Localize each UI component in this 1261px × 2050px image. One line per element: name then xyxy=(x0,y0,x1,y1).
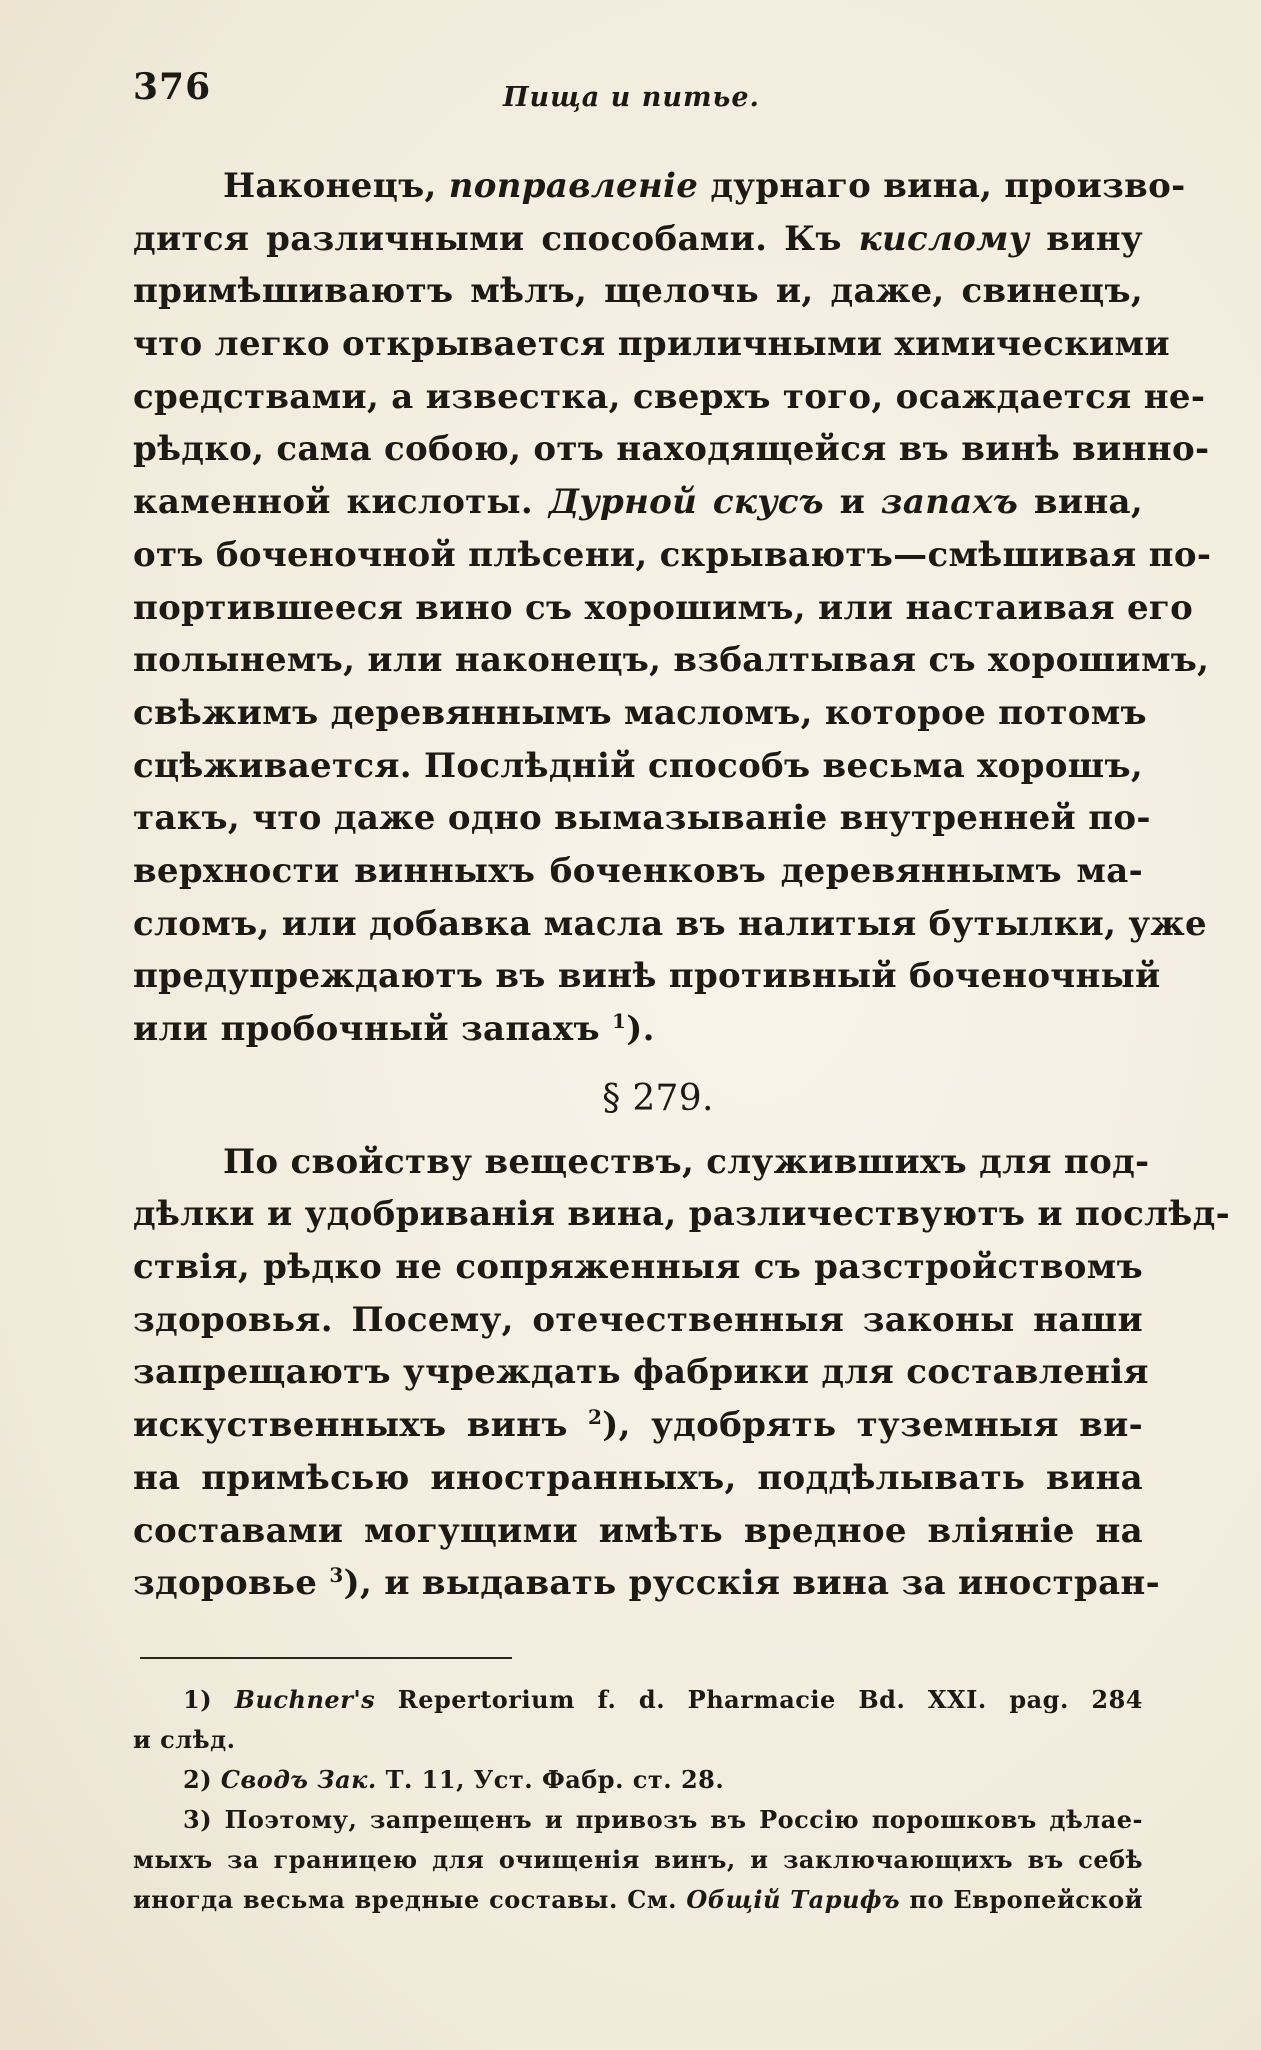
footnote-3: 3) Поэтому, запрещенъ и привозъ въ Россiю порошковъ дѣлае- xyxy=(183,1805,1143,1834)
footnote-ref[interactable]: 3 xyxy=(329,1563,344,1588)
main-text xyxy=(133,160,1231,1610)
emphasis: Дурной скусъ xyxy=(548,482,824,523)
text-line: дится различными способами. Къ кислому вину xyxy=(133,218,1143,259)
footnote-3-cont: мыхъ за границею для очищенiя винъ, и заключающихъ въ себѣ xyxy=(133,1845,1143,1874)
text-line: сцѣживается. Послѣднiй способъ весьма хорошъ, xyxy=(133,745,1144,786)
text-line: на примѣсью иностранныхъ, поддѣлывать вина xyxy=(133,1457,1143,1498)
text-line: примѣшиваютъ мѣлъ, щелочь и, даже, свинецъ, xyxy=(133,271,1143,312)
text-line: здоровье $^3$), и выдавать русскiя вина за иностран- xyxy=(133,1563,1161,1604)
text-line: портившееся вино съ хорошимъ, или настаивая его xyxy=(133,587,1194,628)
text-line: По свойству веществъ, служившихъ для под- xyxy=(223,1141,1150,1182)
text-line: полынемъ, или наконецъ, взбалтывая съ хорошимъ, xyxy=(133,640,1210,681)
footnote-3-cont: иногда весьма вредные составы. См. Общiй Тарифъ по Европейской xyxy=(133,1885,1143,1914)
emphasis: запахъ xyxy=(880,482,1019,523)
text-line: средствами, а известка, сверхъ того, осаждается не- xyxy=(133,376,1206,417)
section-heading: § 279. xyxy=(602,1077,714,1119)
emphasis: поправленiе xyxy=(448,166,699,206)
text-line: верхности винныхъ боченковъ деревяннымъ ма- xyxy=(133,850,1143,891)
text-line: свѣжимъ деревяннымъ масломъ, которое потомъ xyxy=(133,692,1147,733)
footnotes xyxy=(133,1680,1143,1920)
text-line: искуственныхъ винъ $^2$), удобрять туземныя ви- xyxy=(133,1405,1143,1446)
footnote-divider xyxy=(140,1657,512,1659)
text-line: дѣлки и удобриванiя вина, различествуютъ и послѣд- xyxy=(133,1194,1231,1235)
text-line: такъ, что даже одно вымазыванiе внутренней по- xyxy=(133,798,1151,839)
text-line: здоровья. Посему, отечественныя законы наши xyxy=(133,1299,1143,1340)
text-line: Наконецъ, поправленiе дурнаго вина, произво- xyxy=(223,166,1186,206)
text-line: сломъ, или добавка масла въ налитыя бутылки, уже xyxy=(133,903,1207,944)
page-number: 376 xyxy=(133,66,212,108)
text-line: составами могущими имѣть вредное влiянiе на xyxy=(133,1510,1143,1551)
running-title: Пища и питье. xyxy=(503,82,760,113)
text-line: запрещаютъ учреждать фабрики для составленiя xyxy=(133,1352,1149,1393)
text-line: предупреждаютъ въ винѣ противный боченочный xyxy=(133,956,1161,997)
footnote-2: 2) Сводъ Зак. Т. 11, Уст. Фабр. ст. 28. xyxy=(183,1765,725,1794)
text-line: или пробочный запахъ $^1$). xyxy=(133,1009,655,1049)
text-line: отъ боченочной плѣсени, скрываютъ—смѣшивая по- xyxy=(133,534,1212,575)
footnote-ref[interactable]: 2 xyxy=(588,1405,603,1430)
emphasis: кислому xyxy=(858,218,1030,259)
footnote-1-cont: и слѣд. xyxy=(133,1725,236,1754)
text-line: рѣдко, сама собою, отъ находящейся въ винѣ винно- xyxy=(133,429,1210,470)
footnote-ref[interactable]: 1 xyxy=(611,1009,627,1033)
footnote-1: 1) Buchner's Repertorium f. d. Pharmacie Bd. XXI. pag. 284 xyxy=(183,1685,1143,1714)
text-line: что легко открывается приличными химическими xyxy=(133,324,1170,365)
text-line: каменной кислоты. Дурной скусъ и запахъ вина, xyxy=(133,482,1144,523)
text-line: ствiя, рѣдко не сопряженныя съ разстройствомъ xyxy=(133,1247,1143,1288)
